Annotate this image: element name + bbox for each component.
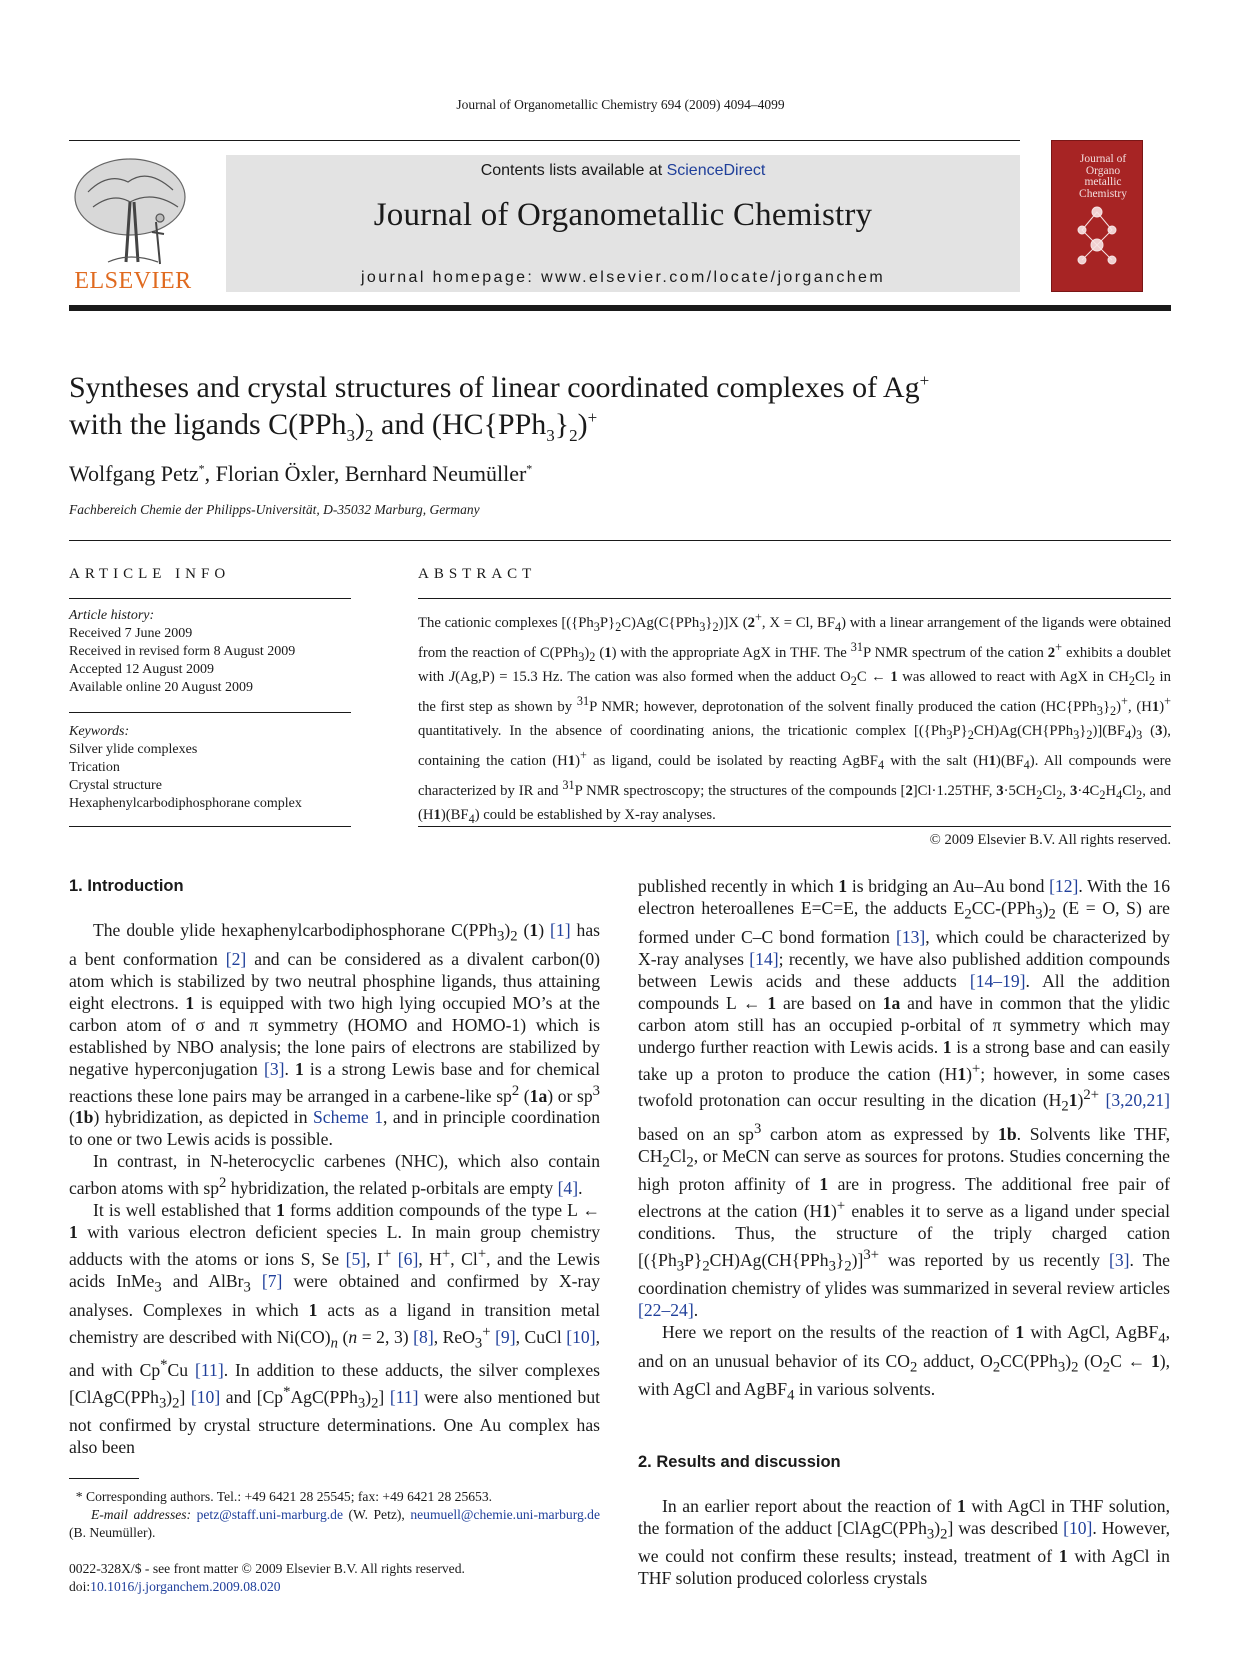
email-label: E-mail addresses: (90, 1507, 192, 1522)
doi-line (69, 1578, 465, 1596)
keywords-label: Keywords: (69, 724, 130, 739)
keyword: Hexaphenylcarbodiphosphorane complex (69, 796, 302, 811)
history-label: Article history: (69, 608, 155, 623)
issn-doi-block (69, 1560, 465, 1596)
abstract-rule-bottom (418, 826, 1171, 827)
body-paragraph: The double ylide hexaphenylcarbodiphosphorane $C(PPh_3)_2$ (1) [1] has a bent conformation [2] and can be considered as a divalent carbon(0) atom which is stabilized by two neutral phosphine ligands, thus attaining eight electrons. 1 is equipped with two high lying occupied MO’s at the carbon atom of σ and π symmetry (HOMO and HOMO-1) which is established by NBO analysis; the lone pairs of electrons are stabilized by negative hyperconjugation [3]. 1 is a strong Lewis base and for chemical reactions these lone pairs may be arranged in a carbene-like $sp^2$ (1a) or $sp^3$ (1b) hybridization, as depicted in Scheme 1, and in principle coordination to one or two Lewis acids is possible. (69, 920, 601, 1150)
journal-homepage[interactable]: journal homepage: www.elsevier.com/locate/jorganchem (360, 269, 886, 286)
section-heading-results: 2. Results and discussion (638, 1452, 841, 1471)
abstract-copyright: © 2009 Elsevier B.V. All rights reserved. (929, 831, 1171, 848)
footnote-corresponding: Corresponding authors. Tel.: +49 6421 28 25545; fax: +49 6421 28 25653. (86, 1489, 493, 1504)
history-item: Accepted 12 August 2009 (69, 662, 215, 677)
contents-prefix: Contents lists available at (480, 162, 667, 179)
header-bottom-rule (69, 305, 1171, 311)
elsevier-wordmark: ELSEVIER (74, 268, 192, 294)
affiliation-rule (69, 540, 1171, 541)
author-name[interactable]: Wolfgang Petz (69, 461, 199, 486)
email-owner: (B. Neumüller). (69, 1525, 156, 1540)
info-rule-2 (69, 712, 351, 713)
body-paragraph: It is well established that 1 forms addition compounds of the type L ← 1 with various electron deficient species L. In main group chemistry adducts with the atoms or ions S, Se [5], I+ [6], H+, Cl+, and the Lewis acids InMe$_3$ and AlBr$_3$ [7] were obtained and confirmed by X-ray analyses. Complexes in which 1 acts as a ligand in transition metal chemistry are described with $Ni(CO)_n$ (n = 2, 3) [8], ReO$_3$+ [9], CuCl [10], and with Cp*Cu [11]. In addition to these adducts, the silver complexes $[ClAgC(PPh_3)_2]$ [10] and $[Cp^*AgC(PPh_3)_2]$ [11] were also mentioned but not confirmed by crystal structure determinations. One Au complex has also been (69, 1200, 600, 1458)
section-heading-introduction: 1. Introduction (69, 877, 184, 895)
affiliation: Fachbereich Chemie der Philipps-Universität, D-35032 Marburg, Germany (69, 502, 480, 517)
article-title-line-2: with the ligands $C(PPh_3)_2$ and $(HC\{PPh_3\}_2)^+$ (69, 408, 598, 445)
author-name[interactable]: Bernhard Neumüller (344, 461, 527, 486)
abstract-body: The cationic complexes $[(\{Ph_3P\}_2C)Ag(C\{PPh_3\}_2)]X$ (2+, X = Cl, $BF_4$) with a linear arrangement of the ligands were obtained from the reaction of $C(PPh_3)_2$ (1) with the appropriate AgX in THF. The $^{31}$P NMR spectrum of the cation 2+ exhibits a doublet with J(Ag,P) = 15.3 Hz. The cation was also formed when the adduct $O_2C$ ← 1 was allowed to react with AgX in $CH_2Cl_2$ in the first step as shown by $^{31}$P NMR; however, deprotonation of the solvent finally produced the cation $(HC\{PPh_3\}_2)^+$, (H1)+ quantitatively. In the absence of coordinating anions, the tricationic complex $[(\{Ph_3P\}_2CH)Ag(CH\{PPh_3\}_2)](BF_4)_3$ (3), containing the cation (H1)+ as ligand, could be isolated by reacting AgBF$_4$ with the salt $(H1)(BF_4)$. All compounds were characterized by IR and $^{31}$P NMR spectroscopy; the structures of the compounds [2]Cl·1.25THF, $3\cdot 5CH_2Cl_2$, $3\cdot 4C_2H_4Cl_2$, and $(H1)(BF_4)$ could be established by X-ray analyses. © 2009 Elsevier B.V. All rights reserved. (418, 607, 1171, 850)
doi-link[interactable]: 10.1016/j.jorganchem.2009.08.020 (90, 1579, 281, 1594)
journal-reference: Journal of Organometallic Chemistry 694 (2009) 4094–4099 (456, 97, 785, 112)
body-paragraph: published recently in which 1 is bridging an Au–Au bond [12]. With the 16 electron heteroallenes E=C=E, the adducts $E_2CC-(PPh_3)_2$ (E = O, S) are formed under C–C bond formation [13], which could be characterized by X-ray analyses [14]; recently, we have also published addition compounds between Lewis acids and these adducts [14–19]. All the addition compounds L ← 1 are based on 1a and have in common that the ylidic carbon atom still has an occupied p-orbital of π symmetry which may undergo further reaction with Lewis acids. 1 is a strong base and can easily take up a proton to produce the cation (H1)+; however, in some cases twofold protonation can occur resulting in the dication $(H_21)^{2+}$ [3,20,21] based on an $sp^3$ carbon atom as expressed by 1b. Solvents like THF, $CH_2Cl_2$, or MeCN can serve as sources for protons. Studies concerning the high proton affinity of 1 are in progress. The additional free pair of electrons at the cation (H1)+ enables it to serve as a ligand under special conditions. Thus, the structure of the triply charged cation $[(\{Ph_3P\}_2CH)Ag(CH\{PPh_3\}_2)]^{3+}$ was reported by us recently [3]. The coordination chemistry of ylides was summarized in several review articles [22–24]. (638, 876, 1170, 1321)
body-paragraph: Here we report on the results of the reaction of 1 with AgCl, AgBF$_4$, and on an unusual behavior of its $CO_2$ adduct, $O_2CC(PPh_3)_2$ ($O_2C$ ← 1), with AgCl and AgBF$_4$ in various solvents. (638, 1322, 1170, 1404)
cover-molecule-icon (1072, 200, 1122, 280)
issn-line: 0022-328X/$ - see front matter © 2009 Elsevier B.V. All rights reserved. (69, 1561, 465, 1576)
footnote-rule (69, 1478, 139, 1479)
history-item: Received 7 June 2009 (69, 626, 193, 641)
contents-line (226, 162, 1020, 180)
abstract-heading: ABSTRACT (418, 566, 537, 582)
keyword: Trication (69, 760, 120, 775)
doi-prefix: doi: (69, 1579, 91, 1594)
article-history (69, 607, 295, 697)
info-rule-3 (69, 826, 351, 827)
email-owner: (W. Petz), (348, 1507, 405, 1522)
history-item: Available online 20 August 2009 (69, 680, 254, 695)
keyword: Crystal structure (69, 778, 162, 793)
body-paragraph: In contrast, in N-heterocyclic carbenes (NHC), which also contain carbon atoms with $sp^2$ hybridization, the related p-orbitals are empty [4]. (69, 1151, 600, 1199)
body-column-right (638, 875, 1170, 1589)
header-top-rule (69, 140, 1020, 141)
journal-cover-title: Journal of Organo metallic Chemistry (1079, 153, 1127, 200)
email-link[interactable]: neumuell@chemie.uni-marburg.de (410, 1507, 601, 1522)
author-name[interactable]: Florian Öxler (215, 461, 334, 486)
keyword: Silver ylide complexes (69, 742, 198, 757)
history-item: Received in revised form 8 August 2009 (69, 644, 296, 659)
abstract-rule-top (418, 598, 1171, 599)
footnote: * Corresponding authors. Tel.: +49 6421 28 25545; fax: +49 6421 28 25653. E-mail addresses: petz@staff.uni-marburg.de (W. Petz), neumuell@chemie.uni-marburg.de (B. Neumüller). (69, 1489, 601, 1540)
journal-banner (226, 155, 1020, 292)
body-paragraph: In an earlier report about the reaction of 1 with AgCl in THF solution, the formation of the adduct $[ClAgC(PPh_3)_2]$ was described [10]. However, we could not confirm these results; instead, treatment of 1 with AgCl in THF solution produced colorless crystals (638, 1495, 1171, 1589)
article-info-heading: ARTICLE INFO (69, 566, 231, 582)
sciencedirect-link[interactable]: ScienceDirect (666, 162, 766, 179)
journal-title: Journal of Organometallic Chemistry (373, 197, 873, 233)
body-column-left (69, 875, 600, 1458)
keywords (69, 723, 302, 813)
article-title-line-1: Syntheses and crystal structures of linear coordinated complexes of Ag+ (69, 371, 930, 404)
author-list: Wolfgang Petz*, Florian Öxler, Bernhard Neumüller* (69, 461, 533, 486)
email-link[interactable]: petz@staff.uni-marburg.de (196, 1507, 343, 1522)
info-rule-1 (69, 598, 351, 599)
